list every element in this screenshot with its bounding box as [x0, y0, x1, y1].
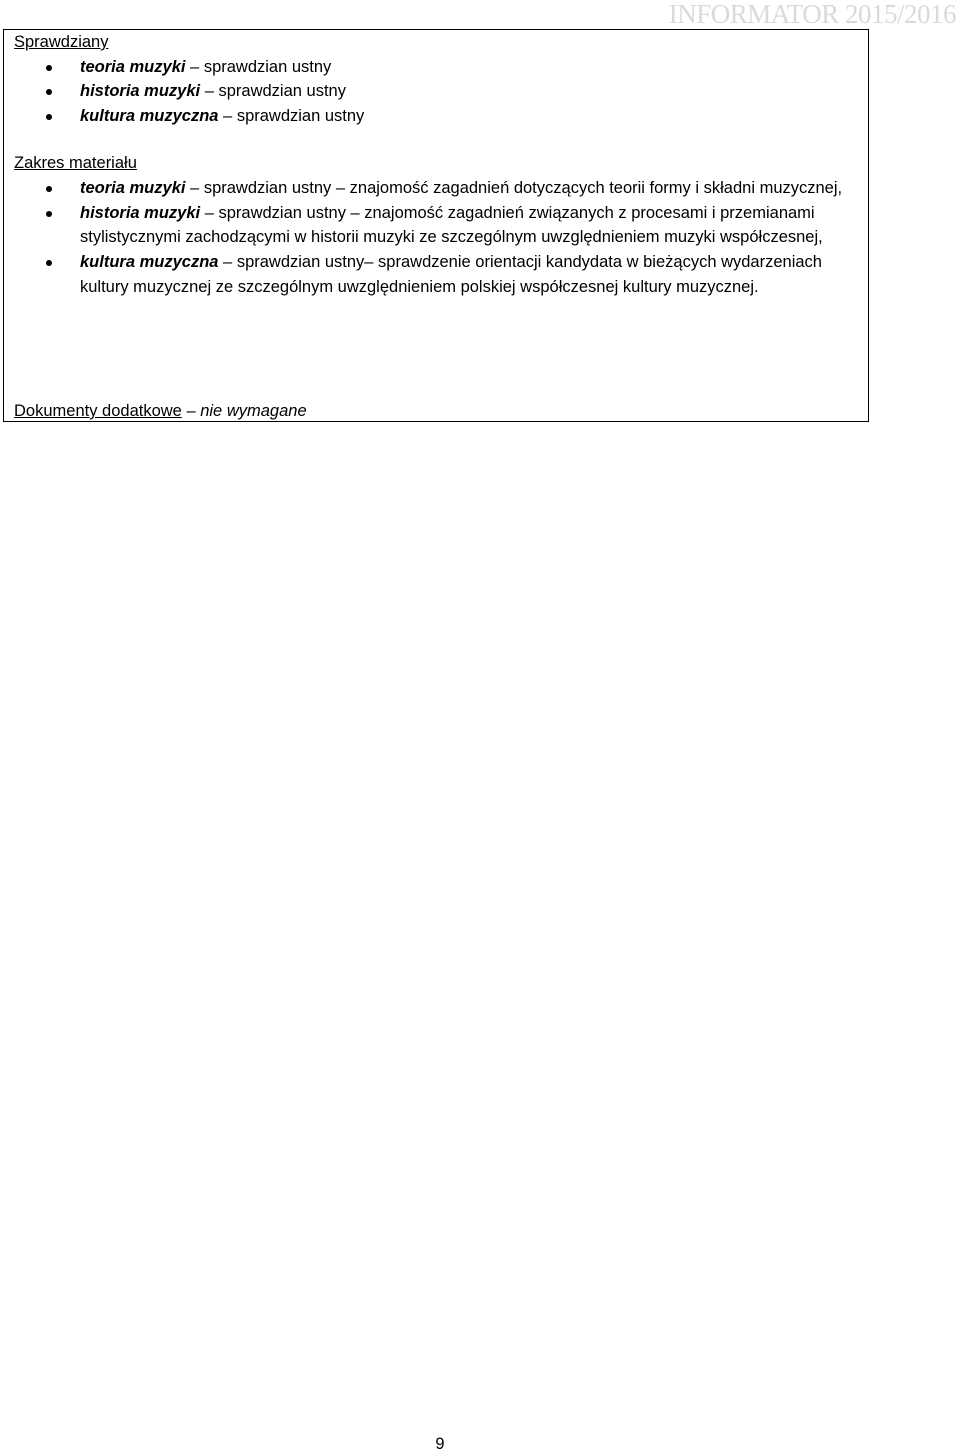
list-item [4, 176, 864, 201]
dokumenty-value: nie wymagane [200, 402, 307, 420]
item-term: kultura muzyczna [80, 253, 219, 272]
item-text: – sprawdzian ustny [185, 57, 332, 76]
item-text: – sprawdzian ustny [200, 82, 346, 101]
list-item [4, 79, 864, 104]
bullet-icon [46, 260, 52, 266]
list-item [4, 201, 864, 250]
dokumenty-label: Dokumenty dodatkowe [14, 402, 182, 420]
dokumenty-separator: – [181, 402, 201, 420]
content-box [3, 29, 869, 422]
page-number: 9 [435, 1435, 445, 1453]
bullet-icon [46, 114, 52, 120]
item-text: – sprawdzian ustny – znajomość zagadnień dotyczących teorii formy i składni muzycznej, [185, 179, 843, 197]
item-text: – sprawdzian ustny [218, 106, 365, 125]
item-term: teoria muzyki [80, 57, 186, 76]
dokumenty-line [14, 399, 307, 423]
item-term: historia muzyki [80, 203, 201, 222]
list-item [4, 250, 864, 299]
item-term: kultura muzyczna [80, 106, 219, 125]
bullet-icon [46, 211, 52, 217]
list-item [4, 104, 864, 129]
item-text: – sprawdzian ustny – znajomość zagadnień związanych z procesami i przemianami stylistycznymi zachodzącymi w historii muzyki ze szczególnym uwzględnieniem muzyki współczesnej, [80, 203, 823, 247]
list-item [4, 55, 864, 80]
sprawdziany-list [4, 55, 864, 129]
sprawdziany-heading: Sprawdziany [14, 33, 109, 51]
page-header-title: INFORMATOR 2015/2016 [668, 0, 956, 29]
zakres-list [4, 176, 864, 300]
bullet-icon [46, 186, 52, 192]
item-text: – sprawdzian ustny– sprawdzenie orientacji kandydata w bieżących wydarzeniach kultury muzycznej ze szczególnym uwzględnieniem polskiej współczesnej kultury muzycznej. [80, 253, 822, 296]
bullet-icon [46, 89, 52, 95]
item-term: teoria muzyki [80, 179, 186, 197]
zakres-heading: Zakres materiału [14, 154, 137, 172]
bullet-icon [46, 65, 52, 71]
item-term: historia muzyki [80, 82, 201, 101]
